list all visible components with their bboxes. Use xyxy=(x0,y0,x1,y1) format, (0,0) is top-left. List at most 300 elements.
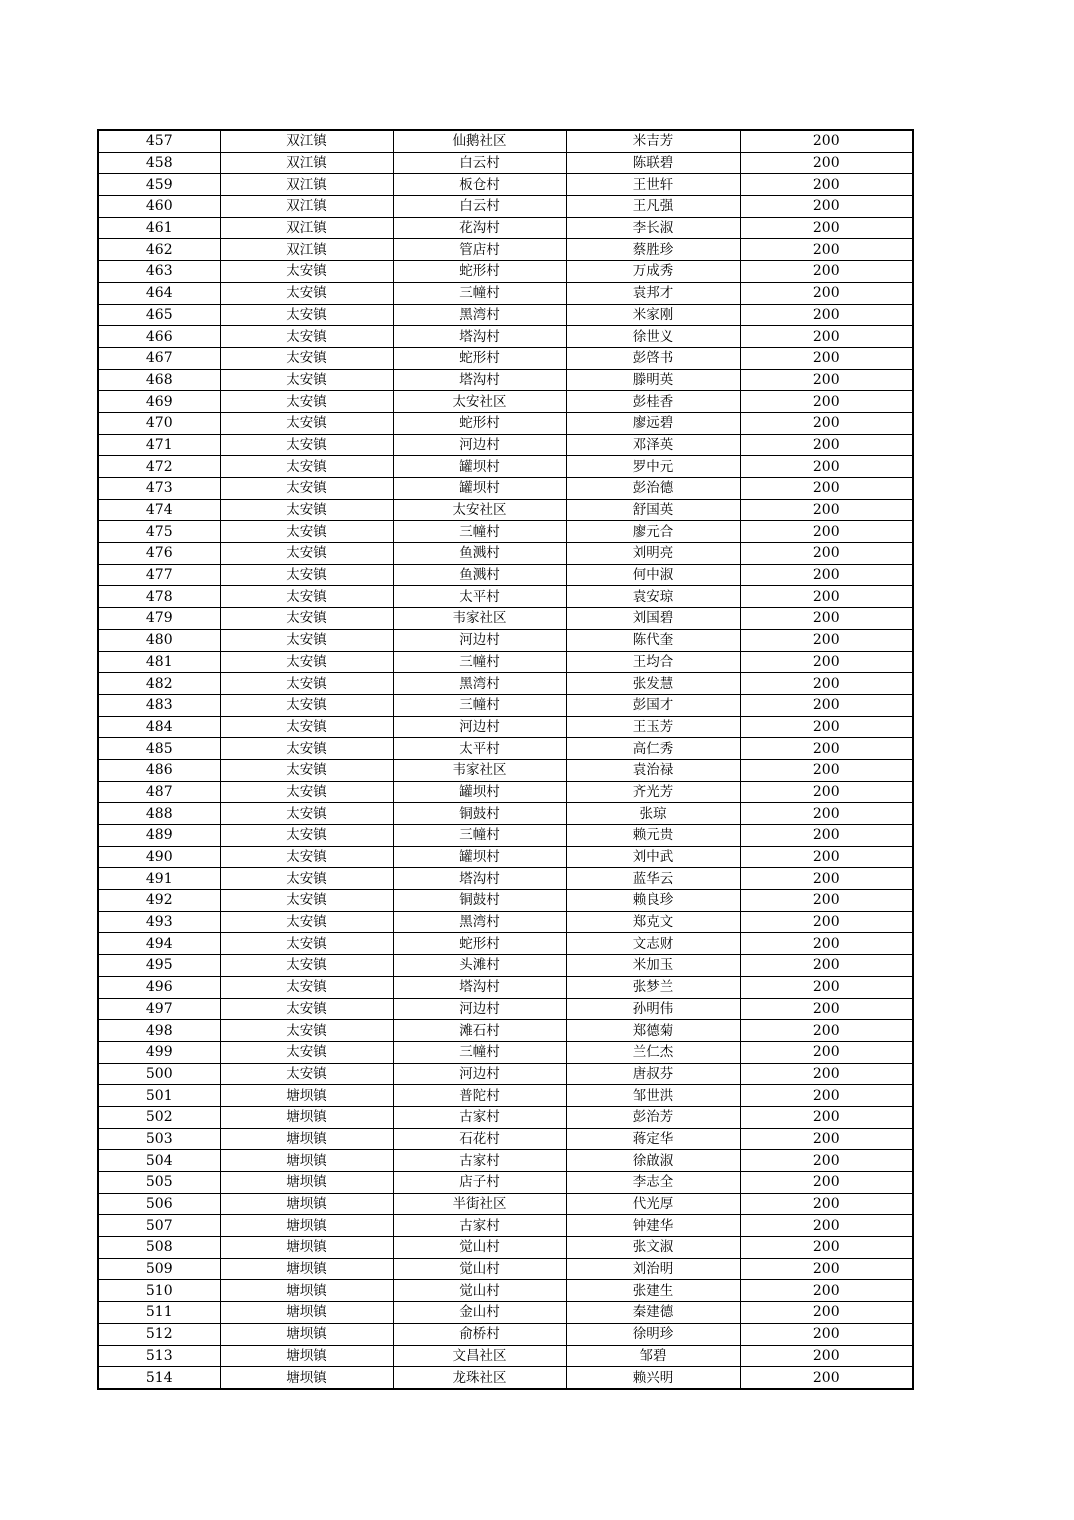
person-name-cell: 刘国碧 xyxy=(566,608,740,630)
person-name-cell: 邹世洪 xyxy=(566,1085,740,1107)
person-name-cell: 代光厚 xyxy=(566,1193,740,1215)
village-cell: 鱼溅村 xyxy=(393,543,566,565)
village-cell: 三幢村 xyxy=(393,282,566,304)
town-cell: 塘坝镇 xyxy=(220,1128,393,1150)
amount-cell: 200 xyxy=(740,976,913,998)
row-number-cell: 480 xyxy=(98,629,220,651)
row-number-cell: 509 xyxy=(98,1258,220,1280)
row-number-cell: 512 xyxy=(98,1323,220,1345)
table-row xyxy=(98,868,913,890)
table-row xyxy=(98,521,913,543)
town-cell: 太安镇 xyxy=(220,369,393,391)
row-number-cell: 493 xyxy=(98,911,220,933)
table-row xyxy=(98,369,913,391)
town-cell: 双江镇 xyxy=(220,174,393,196)
town-cell: 太安镇 xyxy=(220,564,393,586)
table-row xyxy=(98,1215,913,1237)
row-number-cell: 459 xyxy=(98,174,220,196)
village-cell: 古家村 xyxy=(393,1150,566,1172)
amount-cell: 200 xyxy=(740,1237,913,1259)
amount-cell: 200 xyxy=(740,1128,913,1150)
person-name-cell: 文志财 xyxy=(566,933,740,955)
row-number-cell: 499 xyxy=(98,1041,220,1063)
person-name-cell: 米加玉 xyxy=(566,955,740,977)
town-cell: 双江镇 xyxy=(220,152,393,174)
row-number-cell: 503 xyxy=(98,1128,220,1150)
amount-cell: 200 xyxy=(740,261,913,283)
person-name-cell: 彭桂香 xyxy=(566,391,740,413)
village-cell: 半街社区 xyxy=(393,1193,566,1215)
row-number-cell: 496 xyxy=(98,976,220,998)
amount-cell: 200 xyxy=(740,608,913,630)
village-cell: 古家村 xyxy=(393,1215,566,1237)
town-cell: 太安镇 xyxy=(220,933,393,955)
town-cell: 塘坝镇 xyxy=(220,1085,393,1107)
row-number-cell: 494 xyxy=(98,933,220,955)
row-number-cell: 477 xyxy=(98,564,220,586)
village-cell: 普陀村 xyxy=(393,1085,566,1107)
village-cell: 太安社区 xyxy=(393,391,566,413)
table-row xyxy=(98,1345,913,1367)
row-number-cell: 497 xyxy=(98,998,220,1020)
village-cell: 觉山村 xyxy=(393,1258,566,1280)
amount-cell: 200 xyxy=(740,1085,913,1107)
village-cell: 仙鹅社区 xyxy=(393,130,566,152)
amount-cell: 200 xyxy=(740,499,913,521)
village-cell: 铜鼓村 xyxy=(393,803,566,825)
person-name-cell: 彭国才 xyxy=(566,694,740,716)
village-cell: 头滩村 xyxy=(393,955,566,977)
town-cell: 太安镇 xyxy=(220,261,393,283)
town-cell: 太安镇 xyxy=(220,1020,393,1042)
person-name-cell: 邹碧 xyxy=(566,1345,740,1367)
row-number-cell: 502 xyxy=(98,1106,220,1128)
town-cell: 塘坝镇 xyxy=(220,1280,393,1302)
town-cell: 太安镇 xyxy=(220,716,393,738)
table-row xyxy=(98,1063,913,1085)
table-row xyxy=(98,998,913,1020)
person-name-cell: 袁安琼 xyxy=(566,586,740,608)
person-name-cell: 彭治芳 xyxy=(566,1106,740,1128)
table-row xyxy=(98,152,913,174)
amount-cell: 200 xyxy=(740,1020,913,1042)
town-cell: 太安镇 xyxy=(220,521,393,543)
person-name-cell: 唐叔芬 xyxy=(566,1063,740,1085)
row-number-cell: 513 xyxy=(98,1345,220,1367)
person-name-cell: 齐光芳 xyxy=(566,781,740,803)
town-cell: 太安镇 xyxy=(220,456,393,478)
town-cell: 太安镇 xyxy=(220,478,393,500)
subsidy-roster-table xyxy=(97,129,914,1390)
table-row xyxy=(98,478,913,500)
town-cell: 塘坝镇 xyxy=(220,1215,393,1237)
town-cell: 太安镇 xyxy=(220,825,393,847)
amount-cell: 200 xyxy=(740,478,913,500)
person-name-cell: 赖元贵 xyxy=(566,825,740,847)
row-number-cell: 474 xyxy=(98,499,220,521)
row-number-cell: 508 xyxy=(98,1237,220,1259)
table-row xyxy=(98,825,913,847)
village-cell: 管店村 xyxy=(393,239,566,261)
amount-cell: 200 xyxy=(740,369,913,391)
town-cell: 太安镇 xyxy=(220,608,393,630)
person-name-cell: 刘治明 xyxy=(566,1258,740,1280)
row-number-cell: 472 xyxy=(98,456,220,478)
person-name-cell: 赖兴明 xyxy=(566,1367,740,1389)
table-row xyxy=(98,304,913,326)
person-name-cell: 米家刚 xyxy=(566,304,740,326)
village-cell: 石花村 xyxy=(393,1128,566,1150)
town-cell: 塘坝镇 xyxy=(220,1323,393,1345)
table-row xyxy=(98,1193,913,1215)
person-name-cell: 郑德菊 xyxy=(566,1020,740,1042)
amount-cell: 200 xyxy=(740,911,913,933)
table-body xyxy=(98,130,913,1389)
row-number-cell: 481 xyxy=(98,651,220,673)
person-name-cell: 王玉芳 xyxy=(566,716,740,738)
table-row xyxy=(98,586,913,608)
table-row xyxy=(98,1106,913,1128)
table-row xyxy=(98,1128,913,1150)
table-row xyxy=(98,1323,913,1345)
amount-cell: 200 xyxy=(740,629,913,651)
table-row xyxy=(98,1020,913,1042)
person-name-cell: 张发慧 xyxy=(566,673,740,695)
amount-cell: 200 xyxy=(740,781,913,803)
person-name-cell: 徐啟淑 xyxy=(566,1150,740,1172)
amount-cell: 200 xyxy=(740,304,913,326)
village-cell: 罐坝村 xyxy=(393,781,566,803)
table-row xyxy=(98,1172,913,1194)
village-cell: 觉山村 xyxy=(393,1237,566,1259)
table-row xyxy=(98,738,913,760)
village-cell: 韦家社区 xyxy=(393,608,566,630)
amount-cell: 200 xyxy=(740,803,913,825)
amount-cell: 200 xyxy=(740,217,913,239)
row-number-cell: 475 xyxy=(98,521,220,543)
table-row xyxy=(98,846,913,868)
town-cell: 塘坝镇 xyxy=(220,1302,393,1324)
row-number-cell: 506 xyxy=(98,1193,220,1215)
village-cell: 三幢村 xyxy=(393,694,566,716)
row-number-cell: 473 xyxy=(98,478,220,500)
row-number-cell: 507 xyxy=(98,1215,220,1237)
row-number-cell: 511 xyxy=(98,1302,220,1324)
town-cell: 太安镇 xyxy=(220,326,393,348)
village-cell: 河边村 xyxy=(393,716,566,738)
village-cell: 蛇形村 xyxy=(393,261,566,283)
person-name-cell: 舒国英 xyxy=(566,499,740,521)
person-name-cell: 王世轩 xyxy=(566,174,740,196)
row-number-cell: 495 xyxy=(98,955,220,977)
table-row xyxy=(98,1302,913,1324)
person-name-cell: 张文淑 xyxy=(566,1237,740,1259)
table-row xyxy=(98,434,913,456)
person-name-cell: 蓝华云 xyxy=(566,868,740,890)
amount-cell: 200 xyxy=(740,1258,913,1280)
village-cell: 蛇形村 xyxy=(393,412,566,434)
person-name-cell: 王均合 xyxy=(566,651,740,673)
town-cell: 太安镇 xyxy=(220,434,393,456)
amount-cell: 200 xyxy=(740,651,913,673)
town-cell: 太安镇 xyxy=(220,738,393,760)
table-row xyxy=(98,890,913,912)
person-name-cell: 罗中元 xyxy=(566,456,740,478)
town-cell: 太安镇 xyxy=(220,1041,393,1063)
village-cell: 河边村 xyxy=(393,998,566,1020)
person-name-cell: 郑克文 xyxy=(566,911,740,933)
table-row xyxy=(98,130,913,152)
table-row xyxy=(98,716,913,738)
row-number-cell: 504 xyxy=(98,1150,220,1172)
amount-cell: 200 xyxy=(740,1063,913,1085)
amount-cell: 200 xyxy=(740,933,913,955)
row-number-cell: 514 xyxy=(98,1367,220,1389)
row-number-cell: 462 xyxy=(98,239,220,261)
table-row xyxy=(98,651,913,673)
village-cell: 花沟村 xyxy=(393,217,566,239)
row-number-cell: 491 xyxy=(98,868,220,890)
amount-cell: 200 xyxy=(740,326,913,348)
amount-cell: 200 xyxy=(740,1367,913,1389)
village-cell: 罐坝村 xyxy=(393,478,566,500)
town-cell: 太安镇 xyxy=(220,1063,393,1085)
amount-cell: 200 xyxy=(740,1106,913,1128)
row-number-cell: 490 xyxy=(98,846,220,868)
table-row xyxy=(98,1041,913,1063)
town-cell: 塘坝镇 xyxy=(220,1367,393,1389)
person-name-cell: 万成秀 xyxy=(566,261,740,283)
person-name-cell: 李长淑 xyxy=(566,217,740,239)
person-name-cell: 孙明伟 xyxy=(566,998,740,1020)
row-number-cell: 468 xyxy=(98,369,220,391)
table-row xyxy=(98,347,913,369)
town-cell: 太安镇 xyxy=(220,803,393,825)
person-name-cell: 袁治禄 xyxy=(566,759,740,781)
row-number-cell: 457 xyxy=(98,130,220,152)
village-cell: 三幢村 xyxy=(393,521,566,543)
row-number-cell: 465 xyxy=(98,304,220,326)
table-row xyxy=(98,673,913,695)
village-cell: 塔沟村 xyxy=(393,868,566,890)
village-cell: 太安社区 xyxy=(393,499,566,521)
town-cell: 太安镇 xyxy=(220,955,393,977)
amount-cell: 200 xyxy=(740,412,913,434)
row-number-cell: 479 xyxy=(98,608,220,630)
amount-cell: 200 xyxy=(740,1150,913,1172)
row-number-cell: 466 xyxy=(98,326,220,348)
amount-cell: 200 xyxy=(740,456,913,478)
amount-cell: 200 xyxy=(740,586,913,608)
village-cell: 太平村 xyxy=(393,738,566,760)
person-name-cell: 张梦兰 xyxy=(566,976,740,998)
table-row xyxy=(98,196,913,218)
amount-cell: 200 xyxy=(740,890,913,912)
village-cell: 河边村 xyxy=(393,1063,566,1085)
table-row xyxy=(98,1085,913,1107)
village-cell: 俞桥村 xyxy=(393,1323,566,1345)
table-row xyxy=(98,217,913,239)
person-name-cell: 钟建华 xyxy=(566,1215,740,1237)
town-cell: 塘坝镇 xyxy=(220,1237,393,1259)
row-number-cell: 501 xyxy=(98,1085,220,1107)
person-name-cell: 滕明英 xyxy=(566,369,740,391)
row-number-cell: 463 xyxy=(98,261,220,283)
person-name-cell: 高仁秀 xyxy=(566,738,740,760)
person-name-cell: 张建生 xyxy=(566,1280,740,1302)
person-name-cell: 彭治德 xyxy=(566,478,740,500)
village-cell: 铜鼓村 xyxy=(393,890,566,912)
amount-cell: 200 xyxy=(740,694,913,716)
table-row xyxy=(98,1367,913,1389)
village-cell: 滩石村 xyxy=(393,1020,566,1042)
person-name-cell: 袁邦才 xyxy=(566,282,740,304)
town-cell: 太安镇 xyxy=(220,673,393,695)
town-cell: 塘坝镇 xyxy=(220,1193,393,1215)
table-row xyxy=(98,933,913,955)
row-number-cell: 478 xyxy=(98,586,220,608)
village-cell: 白云村 xyxy=(393,196,566,218)
row-number-cell: 492 xyxy=(98,890,220,912)
town-cell: 太安镇 xyxy=(220,304,393,326)
table-row xyxy=(98,174,913,196)
person-name-cell: 王凡强 xyxy=(566,196,740,218)
amount-cell: 200 xyxy=(740,955,913,977)
amount-cell: 200 xyxy=(740,391,913,413)
amount-cell: 200 xyxy=(740,1041,913,1063)
person-name-cell: 陈联碧 xyxy=(566,152,740,174)
table-row xyxy=(98,694,913,716)
person-name-cell: 邓泽英 xyxy=(566,434,740,456)
village-cell: 古家村 xyxy=(393,1106,566,1128)
village-cell: 塔沟村 xyxy=(393,326,566,348)
table-row xyxy=(98,759,913,781)
amount-cell: 200 xyxy=(740,174,913,196)
town-cell: 双江镇 xyxy=(220,217,393,239)
table-row xyxy=(98,911,913,933)
table-row xyxy=(98,499,913,521)
person-name-cell: 廖远碧 xyxy=(566,412,740,434)
town-cell: 塘坝镇 xyxy=(220,1258,393,1280)
person-name-cell: 徐世义 xyxy=(566,326,740,348)
amount-cell: 200 xyxy=(740,543,913,565)
amount-cell: 200 xyxy=(740,521,913,543)
table-row xyxy=(98,412,913,434)
person-name-cell: 李志全 xyxy=(566,1172,740,1194)
row-number-cell: 498 xyxy=(98,1020,220,1042)
amount-cell: 200 xyxy=(740,1345,913,1367)
village-cell: 太平村 xyxy=(393,586,566,608)
table-row xyxy=(98,282,913,304)
village-cell: 鱼溅村 xyxy=(393,564,566,586)
amount-cell: 200 xyxy=(740,1193,913,1215)
person-name-cell: 兰仁杰 xyxy=(566,1041,740,1063)
row-number-cell: 470 xyxy=(98,412,220,434)
amount-cell: 200 xyxy=(740,998,913,1020)
town-cell: 太安镇 xyxy=(220,499,393,521)
table-row xyxy=(98,543,913,565)
table-row xyxy=(98,239,913,261)
town-cell: 太安镇 xyxy=(220,998,393,1020)
amount-cell: 200 xyxy=(740,673,913,695)
row-number-cell: 485 xyxy=(98,738,220,760)
town-cell: 太安镇 xyxy=(220,759,393,781)
row-number-cell: 488 xyxy=(98,803,220,825)
village-cell: 板仓村 xyxy=(393,174,566,196)
village-cell: 罐坝村 xyxy=(393,456,566,478)
amount-cell: 200 xyxy=(740,282,913,304)
village-cell: 罐坝村 xyxy=(393,846,566,868)
row-number-cell: 489 xyxy=(98,825,220,847)
amount-cell: 200 xyxy=(740,716,913,738)
table-row xyxy=(98,564,913,586)
town-cell: 双江镇 xyxy=(220,239,393,261)
amount-cell: 200 xyxy=(740,152,913,174)
amount-cell: 200 xyxy=(740,130,913,152)
table-row xyxy=(98,781,913,803)
person-name-cell: 米吉芳 xyxy=(566,130,740,152)
town-cell: 太安镇 xyxy=(220,412,393,434)
amount-cell: 200 xyxy=(740,1323,913,1345)
row-number-cell: 460 xyxy=(98,196,220,218)
town-cell: 太安镇 xyxy=(220,846,393,868)
amount-cell: 200 xyxy=(740,1215,913,1237)
amount-cell: 200 xyxy=(740,738,913,760)
person-name-cell: 赖良珍 xyxy=(566,890,740,912)
row-number-cell: 505 xyxy=(98,1172,220,1194)
town-cell: 太安镇 xyxy=(220,868,393,890)
village-cell: 蛇形村 xyxy=(393,933,566,955)
row-number-cell: 487 xyxy=(98,781,220,803)
village-cell: 蛇形村 xyxy=(393,347,566,369)
table-row xyxy=(98,1150,913,1172)
town-cell: 塘坝镇 xyxy=(220,1150,393,1172)
row-number-cell: 482 xyxy=(98,673,220,695)
village-cell: 三幢村 xyxy=(393,1041,566,1063)
town-cell: 塘坝镇 xyxy=(220,1106,393,1128)
amount-cell: 200 xyxy=(740,196,913,218)
amount-cell: 200 xyxy=(740,868,913,890)
town-cell: 太安镇 xyxy=(220,543,393,565)
village-cell: 店子村 xyxy=(393,1172,566,1194)
town-cell: 太安镇 xyxy=(220,890,393,912)
village-cell: 黑湾村 xyxy=(393,304,566,326)
amount-cell: 200 xyxy=(740,825,913,847)
row-number-cell: 458 xyxy=(98,152,220,174)
table-row xyxy=(98,803,913,825)
town-cell: 太安镇 xyxy=(220,391,393,413)
village-cell: 塔沟村 xyxy=(393,369,566,391)
town-cell: 太安镇 xyxy=(220,282,393,304)
row-number-cell: 464 xyxy=(98,282,220,304)
person-name-cell: 陈代奎 xyxy=(566,629,740,651)
town-cell: 太安镇 xyxy=(220,651,393,673)
table-row xyxy=(98,326,913,348)
table-row xyxy=(98,456,913,478)
row-number-cell: 469 xyxy=(98,391,220,413)
town-cell: 太安镇 xyxy=(220,911,393,933)
person-name-cell: 秦建德 xyxy=(566,1302,740,1324)
village-cell: 白云村 xyxy=(393,152,566,174)
village-cell: 觉山村 xyxy=(393,1280,566,1302)
village-cell: 河边村 xyxy=(393,629,566,651)
table-row xyxy=(98,261,913,283)
person-name-cell: 张琼 xyxy=(566,803,740,825)
person-name-cell: 彭啓书 xyxy=(566,347,740,369)
person-name-cell: 刘明亮 xyxy=(566,543,740,565)
amount-cell: 200 xyxy=(740,347,913,369)
row-number-cell: 471 xyxy=(98,434,220,456)
